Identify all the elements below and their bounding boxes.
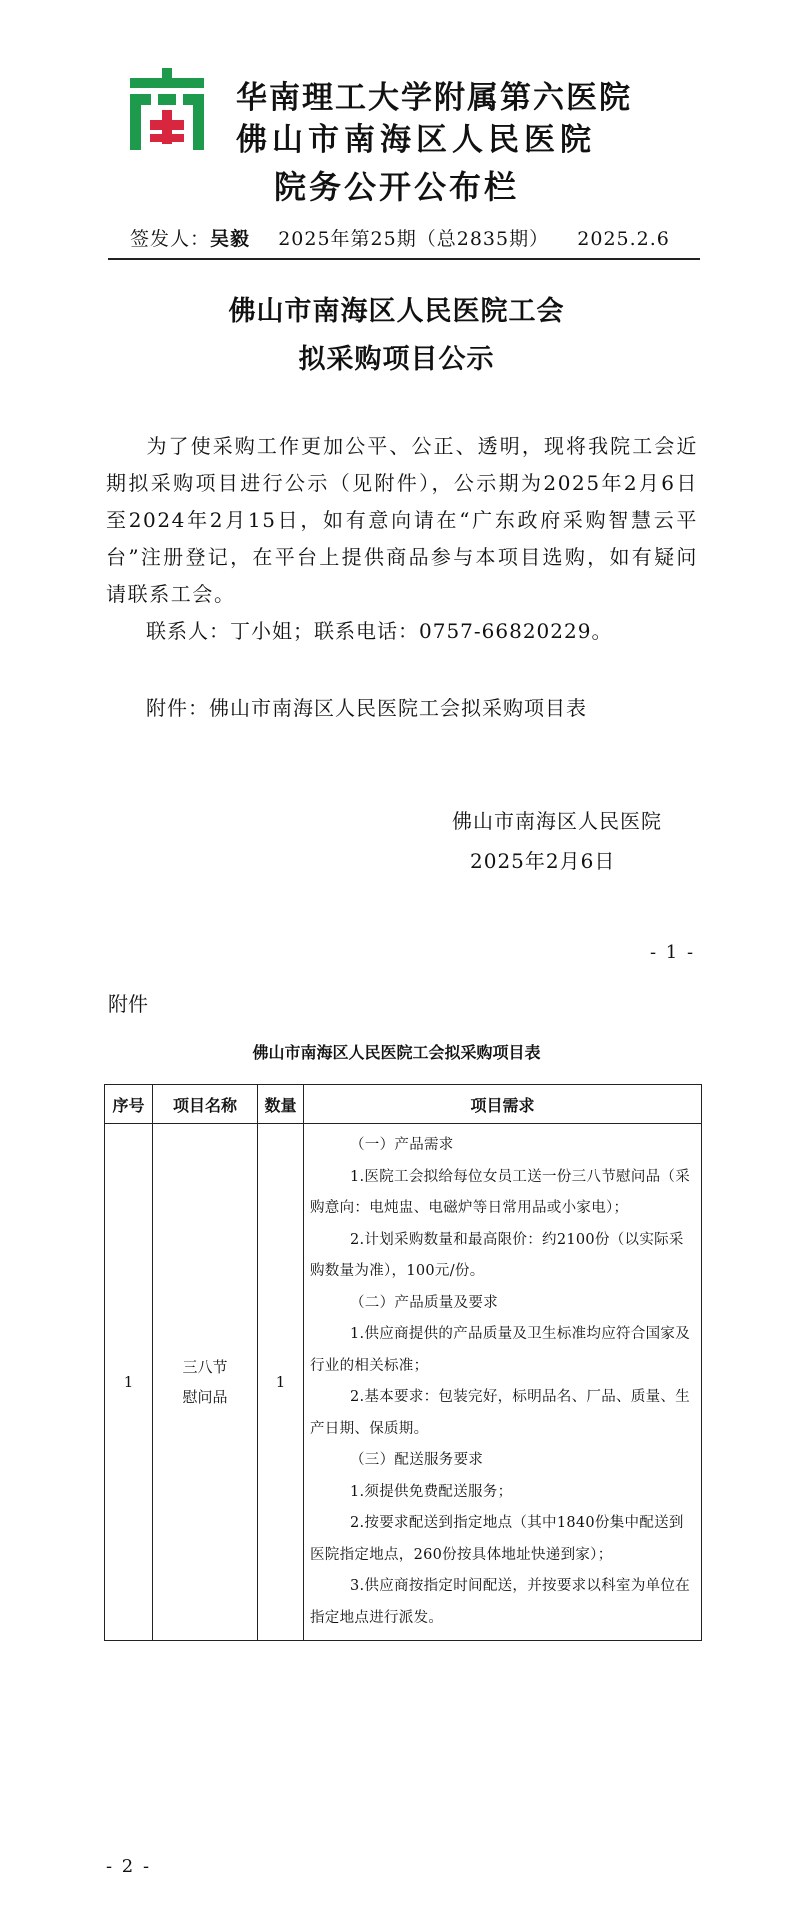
requirement-item: 3.供应商按指定时间配送，并按要求以科室为单位在指定地点进行派发。 bbox=[310, 1578, 691, 1626]
page-number: - 2 - bbox=[106, 1856, 152, 1877]
issuer-label: 签发人： bbox=[130, 228, 211, 250]
column-header: 数量 bbox=[258, 1085, 304, 1124]
requirement-heading: （三）配送服务要求 bbox=[350, 1452, 484, 1468]
procurement-table bbox=[104, 1084, 702, 1641]
signature-date: 2025年2月6日 bbox=[470, 849, 616, 873]
item-requirements bbox=[304, 1124, 702, 1641]
requirement-item: 2.基本要求：包装完好，标明品名、厂品、质量、生产日期、保质期。 bbox=[310, 1389, 691, 1437]
notice-title-line2: 拟采购项目公示 bbox=[298, 344, 495, 375]
table-title: 佛山市南海区人民医院工会拟采购项目表 bbox=[252, 1043, 541, 1062]
hospital-name-line2: 佛山市南海区人民医院 bbox=[236, 122, 596, 158]
signature-organization: 佛山市南海区人民医院 bbox=[452, 809, 662, 833]
hospital-name-line1: 华南理工大学附属第六医院 bbox=[236, 80, 632, 116]
appendix-label: 附件 bbox=[108, 992, 148, 1016]
row-number: 1 bbox=[105, 1124, 153, 1641]
board-title: 院务公开公布栏 bbox=[273, 168, 519, 206]
requirement-item: 1.须提供免费配送服务； bbox=[350, 1483, 513, 1500]
issue-line bbox=[130, 224, 670, 251]
contact-line: 联系人：丁小姐；联系电话：0757-66820229。 bbox=[146, 619, 613, 643]
column-header: 项目需求 bbox=[304, 1085, 702, 1124]
issue-info: 2025年第25期（总2835期） bbox=[278, 228, 550, 250]
header-divider bbox=[108, 258, 700, 260]
hospital-logo bbox=[126, 68, 208, 150]
requirement-item: 1.医院工会拟给每位女员工送一份三八节慰问品（采购意向：电炖盅、电磁炉等日常用品或小家电）； bbox=[310, 1168, 691, 1216]
requirement-heading: （一）产品需求 bbox=[350, 1137, 454, 1153]
attachment-line: 附件：佛山市南海区人民医院工会拟采购项目表 bbox=[146, 696, 587, 720]
requirement-item: 2.计划采购数量和最高限价：约2100份（以实际采购数量为准），100元/份。 bbox=[310, 1231, 684, 1279]
item-name-line: 三八节 bbox=[182, 1358, 228, 1376]
table-row bbox=[105, 1124, 702, 1641]
item-name bbox=[153, 1124, 258, 1641]
item-name-line: 慰问品 bbox=[182, 1388, 228, 1406]
page-number: - 1 - bbox=[650, 942, 696, 963]
requirement-item: 1.供应商提供的产品质量及卫生标准均应符合国家及行业的相关标准； bbox=[310, 1326, 691, 1374]
table-header-row bbox=[105, 1085, 702, 1124]
item-quantity: 1 bbox=[258, 1124, 304, 1641]
issuer-name: 吴毅 bbox=[210, 228, 251, 250]
requirement-heading: （二）产品质量及要求 bbox=[350, 1294, 498, 1311]
notice-body-text: 为了使采购工作更加公平、公正、透明，现将我院工会近期拟采购项目进行公示（见附件），公示期为2025年2月6日至2024年2月15日，如有意向请在“广东政府采购智慧云平台”注册登记，在平台上提供商品参与本项目选购，如有疑问请联系工会。 bbox=[106, 434, 698, 606]
column-header: 序号 bbox=[105, 1085, 153, 1124]
issue-date: 2025.2.6 bbox=[577, 228, 670, 250]
requirement-item: 2.按要求配送到指定地点（其中1840份集中配送到医院指定地点，260份按具体地址快递到家）； bbox=[310, 1515, 684, 1563]
column-header: 项目名称 bbox=[153, 1085, 258, 1124]
notice-title-line1: 佛山市南海区人民医院工会 bbox=[228, 296, 565, 327]
notice-body bbox=[106, 428, 698, 613]
